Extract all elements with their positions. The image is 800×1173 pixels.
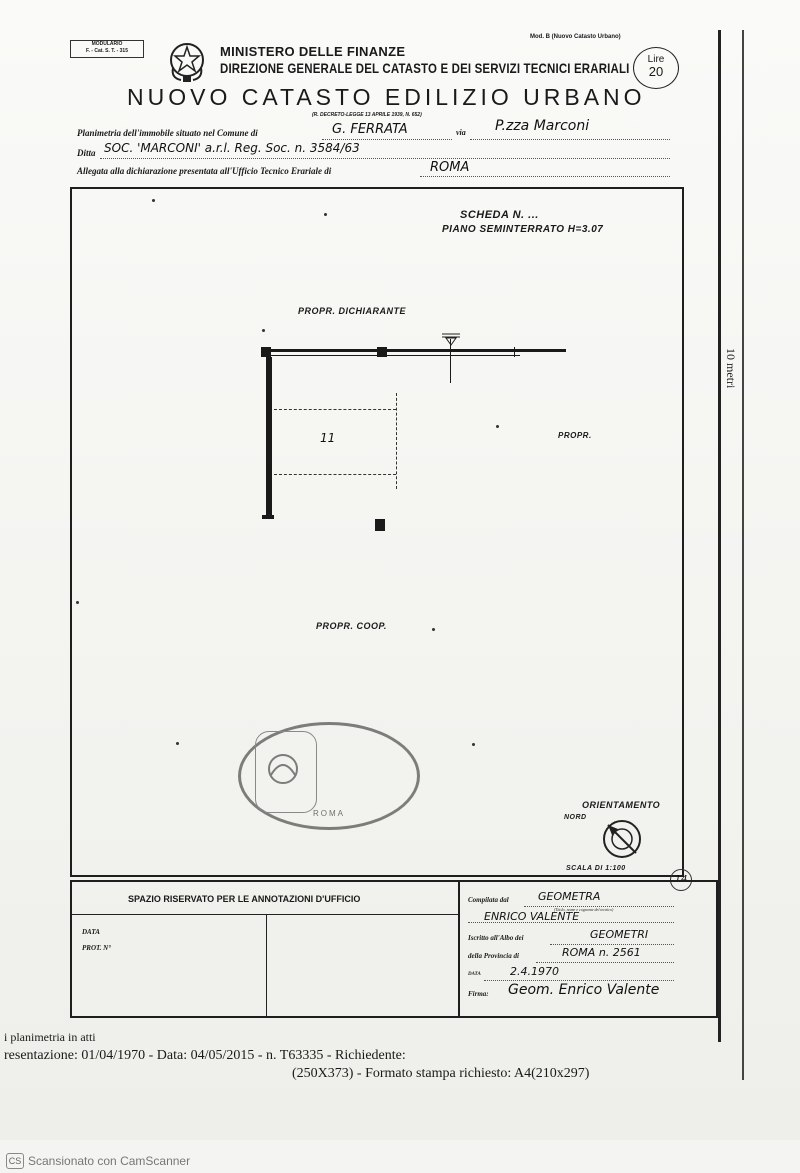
allegata-label: Allegata alla dichiarazione presentata all'Ufficio Tecnico Erariale di (77, 166, 332, 176)
planimetria-label: Planimetria dell'immobile situato nel Comune di (77, 128, 258, 138)
pillar-left (261, 347, 271, 357)
column-divider (266, 914, 267, 1016)
iscritto-value: GEOMETRI (590, 928, 649, 941)
pillar-center (377, 347, 387, 357)
scale-bar-line (742, 30, 744, 1080)
north-compass-icon (598, 817, 646, 861)
provincia-label: della Provincia di (468, 952, 519, 960)
annotation-box (70, 880, 718, 1018)
stamp-text: ROMA (313, 809, 345, 818)
orientamento-label: ORIENTAMENTO (582, 800, 661, 810)
data2-value: 2.4.1970 (510, 965, 559, 978)
data-label: DATA (82, 928, 100, 936)
official-stamp (238, 722, 420, 830)
ditta-label: Ditta (77, 148, 96, 158)
republic-emblem-icon (167, 38, 207, 84)
ministry-name: MINISTERO DELLE FINANZE (220, 44, 406, 59)
footer-line-2: resentazione: 01/04/1970 - Data: 04/05/2015 - n. T63335 - Richiedente: (4, 1048, 406, 1063)
annotations-title: SPAZIO RISERVATO PER LE ANNOTAZIONI D'UFFICIO (128, 894, 361, 904)
decree-reference: (R. DECRETO-LEGGE 13 APRILE 1939, N. 652) (312, 112, 422, 118)
firma-signature: Geom. Enrico Valente (508, 982, 660, 998)
office-space (72, 882, 460, 1016)
nord-label: NORD (564, 814, 587, 821)
direction-name: DIREZIONE GENERALE DEL CATASTO E DEI SERVIZI TECNICI ERARIALI (220, 60, 630, 76)
compilata-value: GEOMETRA (538, 890, 601, 903)
data2-label: DATA (468, 972, 481, 977)
lire-value: 20 (648, 64, 664, 79)
model-label: Mod. B (Nuovo Catasto Urbano) (530, 34, 621, 40)
scanner-watermark-bar (0, 1145, 800, 1173)
compilata-label: Compilata dal (468, 896, 509, 904)
scheda-label: SCHEDA N. ... (460, 209, 539, 221)
ufficio-value: ROMA (430, 160, 470, 175)
comune-value: G. FERRATA (332, 122, 408, 137)
scale-bar-label: 10 metri (724, 348, 738, 389)
camscanner-logo-icon: CS (6, 1153, 24, 1169)
footer-line-3: (250X373) - Formato stampa richiesto: A4(210x297) (292, 1066, 590, 1081)
wall-top-inner (264, 355, 520, 356)
prop-right-label: PROPR. (558, 431, 592, 440)
via-label: via (456, 128, 466, 137)
compilata-note: (Titolo, nome e cognome del tecnico) (554, 907, 614, 912)
via-value: P.zza Marconi (495, 118, 590, 134)
stamp-emblem-icon (263, 749, 303, 789)
scala-label: SCALA DI 1:100 (566, 865, 626, 872)
wall-top (264, 349, 566, 352)
axis-symbol-icon (442, 329, 460, 347)
page-mark: 14 (670, 869, 692, 891)
scanner-text: Scansionato con CamScanner (28, 1154, 191, 1168)
room-number: 11 (320, 431, 336, 445)
firma-label: Firma: (468, 990, 489, 998)
wall-left-foot (262, 515, 274, 519)
ditta-value: SOC. 'MARCONI' a.r.l. Reg. Soc. n. 3584/63 (104, 141, 360, 155)
right-border (718, 30, 721, 1042)
piano-label: PIANO SEMINTERRATO H=3.07 (442, 224, 604, 235)
title-divider (72, 914, 458, 915)
iscritto-label: Iscritto all'Albo dei (468, 934, 524, 942)
wall-end-mark (514, 347, 515, 357)
prot-label: PROT. N° (82, 944, 111, 952)
wall-left (266, 357, 272, 517)
model-box (70, 40, 144, 58)
pillar-bottom (375, 519, 385, 531)
model-box-text: MODULARIO F. - Cat. S. T. - 315 (86, 41, 128, 54)
lire-label: Lire (647, 54, 665, 65)
provincia-value: ROMA n. 2561 (562, 946, 641, 959)
footer-line-1: i planimetria in atti (4, 1030, 96, 1044)
stamp-fee-circle (633, 47, 679, 89)
document-title: NUOVO CATASTO EDILIZIO URBANO (127, 84, 646, 110)
floor-plan (70, 187, 688, 885)
prop-coop-label: PROPR. COOP. (316, 621, 387, 631)
room-side-dashed (396, 393, 397, 489)
nome-value: ENRICO VALENTE (484, 910, 580, 923)
prop-dichiarante-label: PROPR. DICHIARANTE (298, 306, 407, 316)
